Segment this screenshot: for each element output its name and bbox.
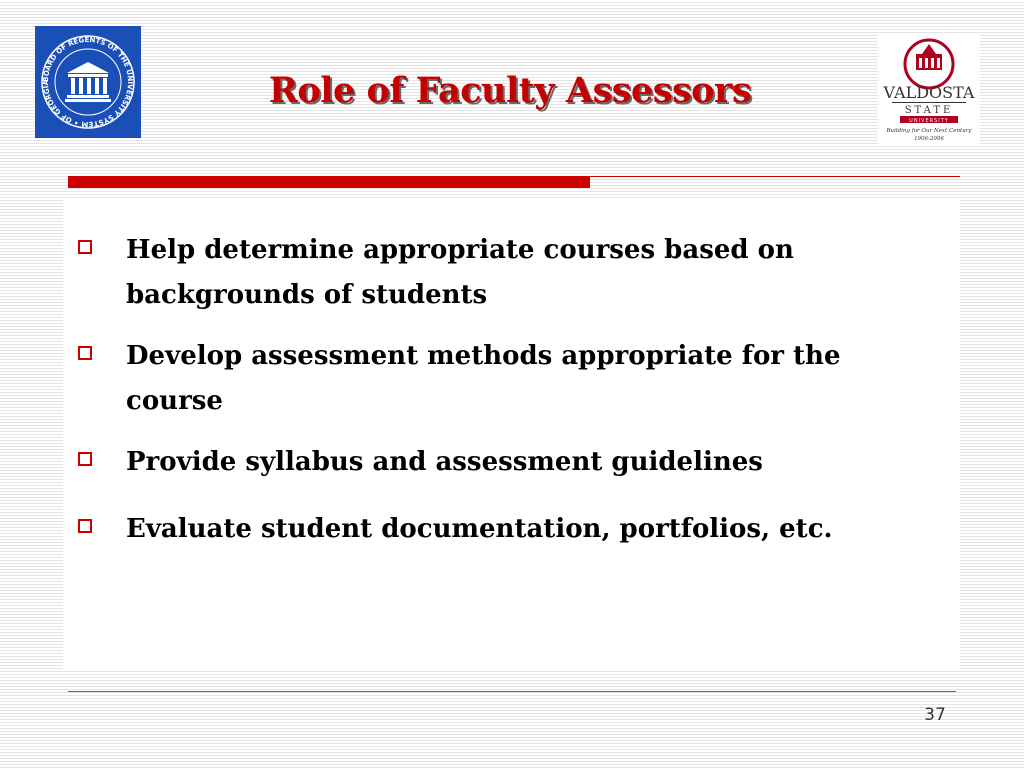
bullet-list	[63, 228, 943, 552]
bullet-item	[63, 334, 943, 424]
title-divider-line	[590, 176, 960, 177]
checkbox-bullet-icon	[78, 452, 92, 466]
bullet-item	[63, 507, 943, 552]
title-divider-bar	[68, 176, 590, 188]
bullet-item	[63, 440, 943, 485]
valdosta-state-logo	[878, 34, 980, 146]
board-of-regents-logo	[35, 26, 141, 138]
svg-text:VALDOSTA: VALDOSTA	[883, 83, 975, 102]
bullet-text: Develop assessment methods appropriate for the course	[126, 341, 841, 416]
checkbox-bullet-icon	[78, 240, 92, 254]
bullet-item	[63, 228, 943, 318]
svg-text:STATE: STATE	[904, 105, 954, 116]
bullet-text: Evaluate student documentation, portfolios, etc.	[126, 514, 833, 544]
checkbox-bullet-icon	[78, 519, 92, 533]
svg-text:BOARD OF REGENTS OF THE UNIVER: BOARD OF REGENTS OF THE UNIVERSITY SYSTEM • OF GEORGIA	[41, 35, 135, 129]
slide-title: Role of Faculty Assessors	[268, 70, 752, 111]
svg-text:1906-2006: 1906-2006	[914, 136, 944, 142]
checkbox-bullet-icon	[78, 346, 92, 360]
footer-divider-line	[68, 691, 956, 692]
bullet-text: Provide syllabus and assessment guidelines	[126, 447, 763, 477]
page-number: 37	[924, 705, 946, 725]
svg-text:Building for Our Next Century: Building for Our Next Century	[886, 128, 972, 134]
bullet-text: Help determine appropriate courses based on backgrounds of students	[126, 235, 794, 310]
svg-text:UNIVERSITY: UNIVERSITY	[909, 118, 949, 124]
